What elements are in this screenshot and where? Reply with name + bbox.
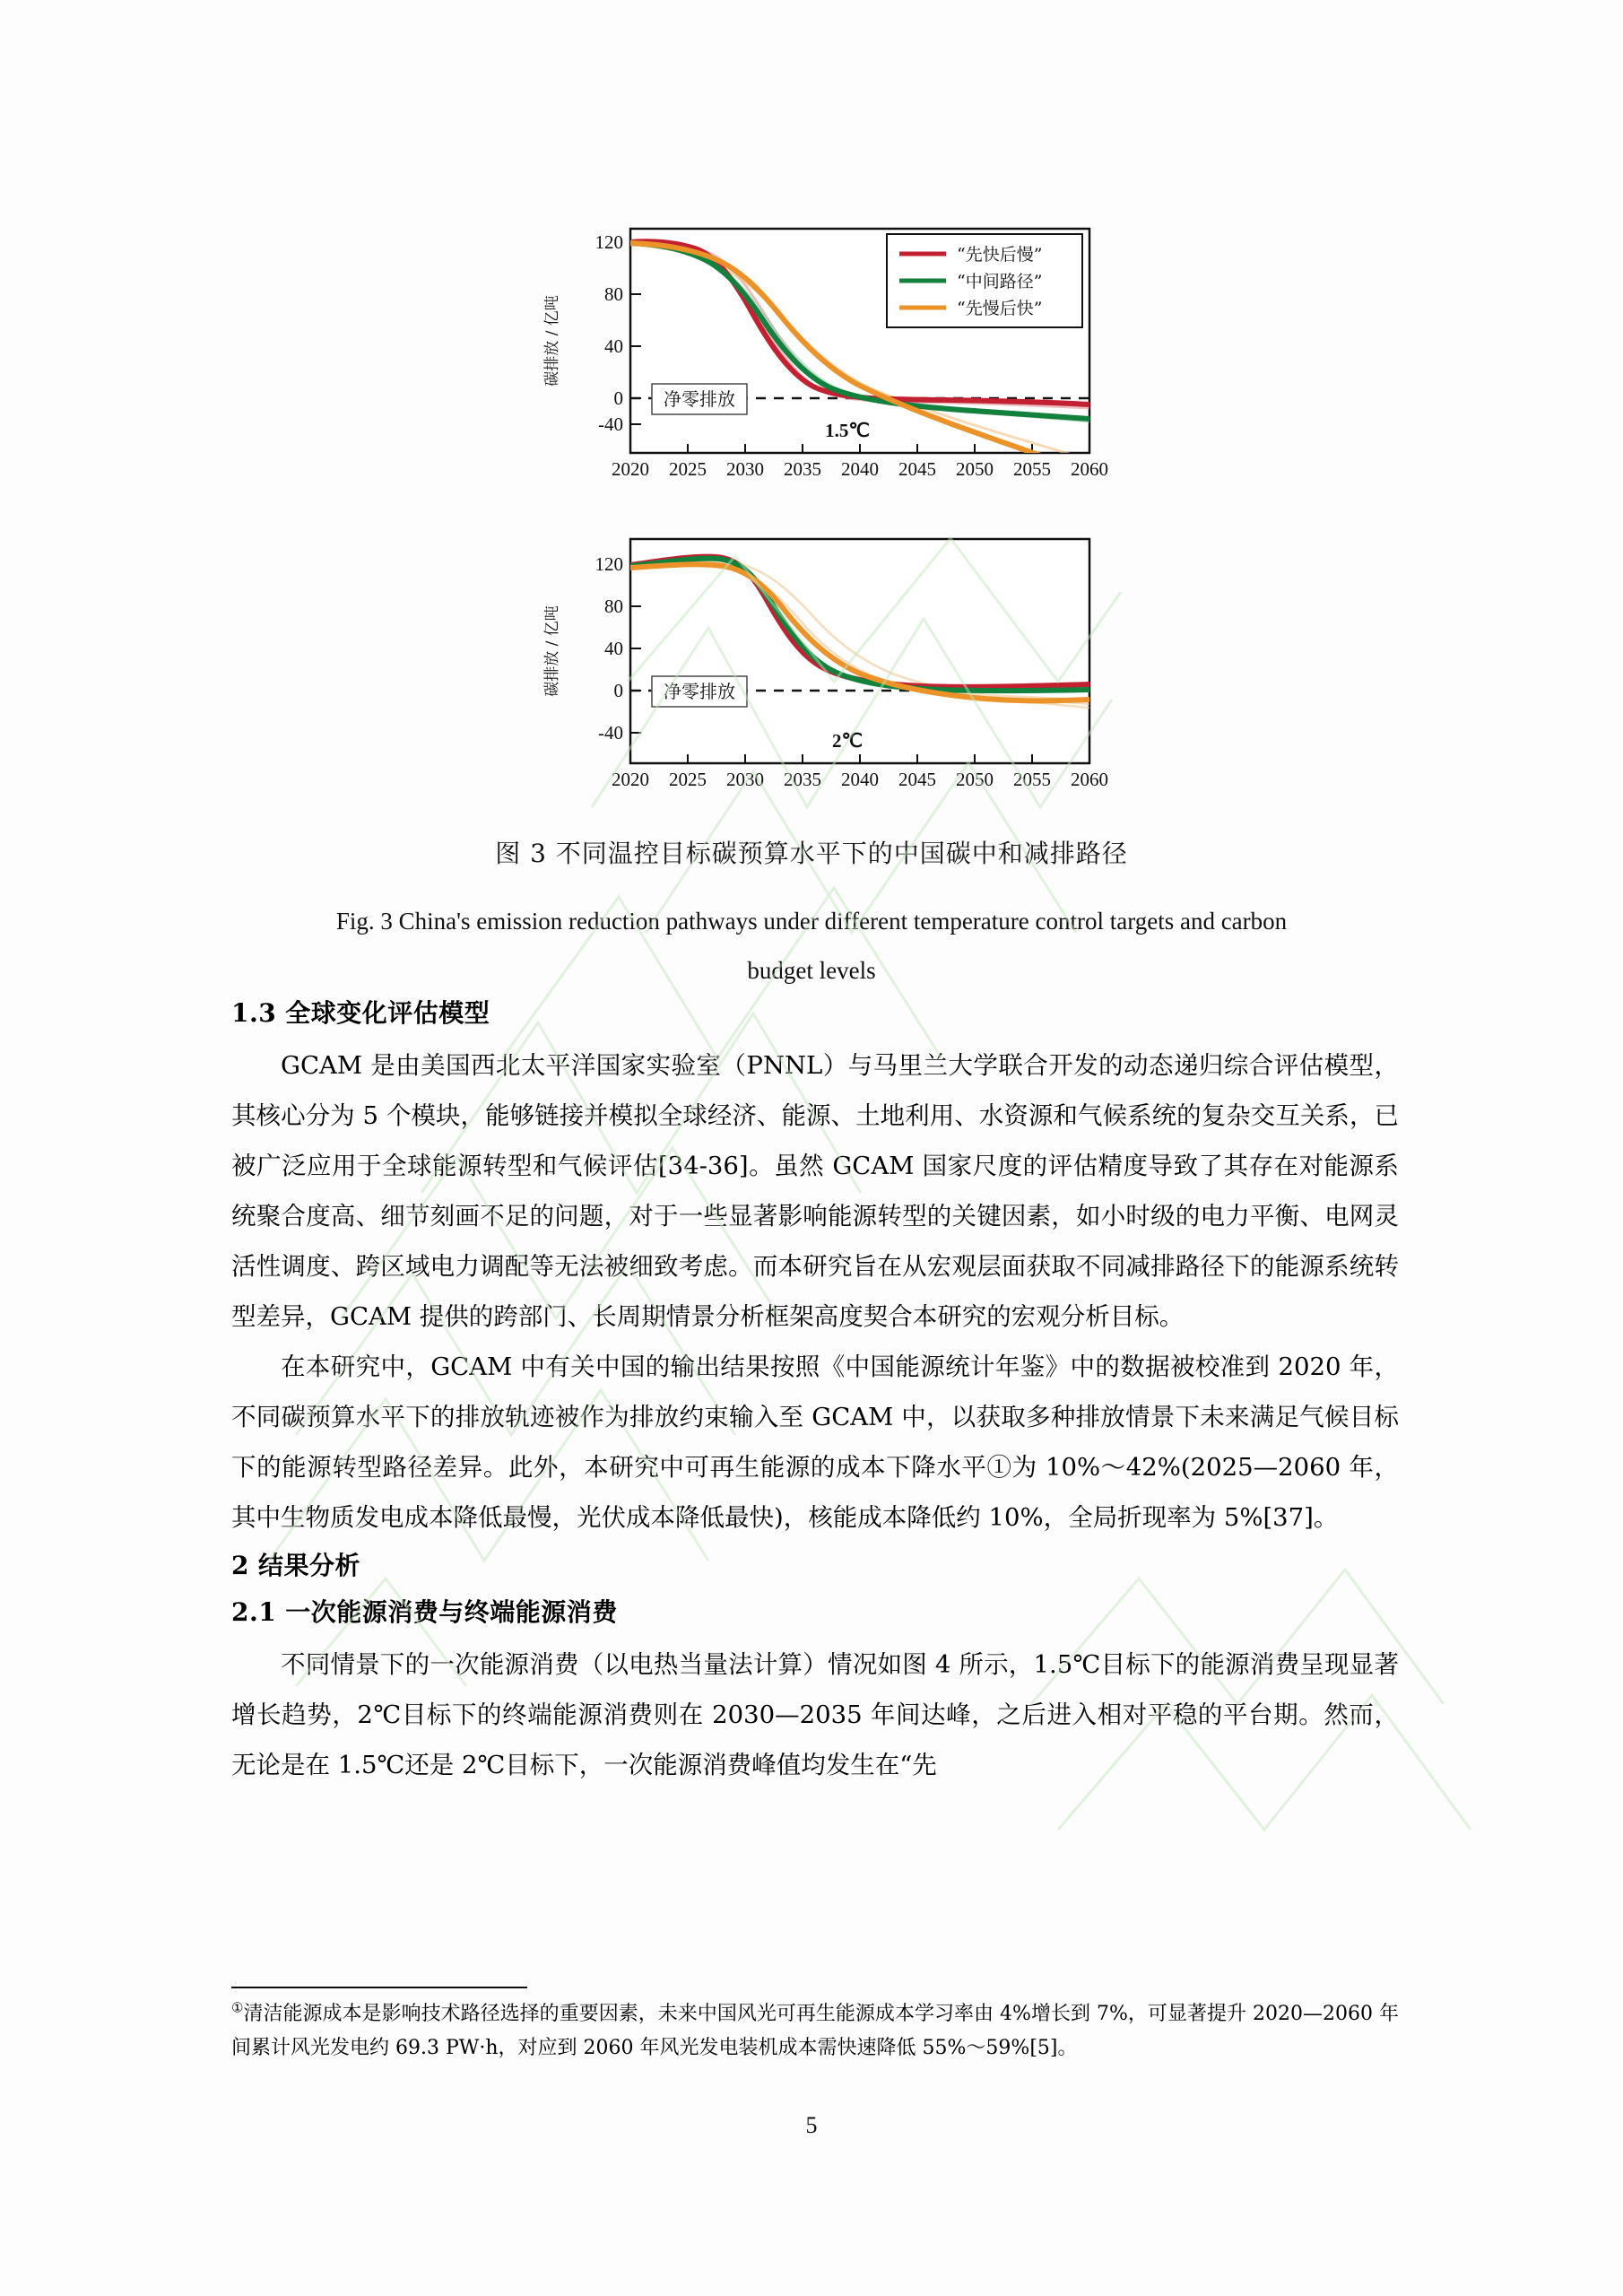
paragraph-gcam-calibration: 在本研究中，GCAM 中有关中国的输出结果按照《中国能源统计年鉴》中的数据被校准到 2020 年，不同碳预算水平下的排放轨迹被作为排放约束输入至 GCAM 中，以获取多种排放情景下未来满足气候目标下的能源转型路径差异。此外，本研究中可再生能源的成本下降水平①为 10%～42%(2025—2060 年，其中生物质发电成本降低最慢，光伏成本降低最快)，核能成本降低约 10%，全局折现率为 5%[37]。 — [231, 1352, 1399, 1532]
figure-3 — [525, 202, 1116, 828]
svg-text:净零排放: 净零排放 — [664, 388, 735, 410]
svg-text:80: 80 — [604, 283, 623, 305]
y-tick-labels-2c — [595, 553, 624, 744]
heading-1-3-title: 全球变化评估模型 — [285, 998, 490, 1028]
net-zero-annotation — [652, 384, 747, 414]
svg-text:2040: 2040 — [841, 769, 879, 790]
svg-text:2055: 2055 — [1013, 769, 1051, 790]
svg-text:-40: -40 — [598, 722, 623, 744]
svg-text:2050: 2050 — [956, 458, 994, 480]
figure-caption-en — [229, 897, 1394, 996]
heading-2-1-number: 2.1 — [231, 1597, 277, 1627]
page-number: 5 — [805, 2112, 818, 2138]
svg-text:2060: 2060 — [1071, 769, 1108, 790]
svg-text:净零排放: 净零排放 — [664, 681, 735, 702]
heading-1-3-number: 1.3 — [231, 998, 277, 1028]
chart-panel-2c — [525, 523, 1116, 828]
chart-svg-1p5c — [525, 202, 1116, 534]
svg-text:2020: 2020 — [612, 769, 649, 790]
paragraph-primary-energy: 不同情景下的一次能源消费（以电热当量法计算）情况如图 4 所示，1.5℃目标下的能源消费呈现显著增长趋势，2℃目标下的终端能源消费则在 2030—2035 年间达峰，之后进入相对平稳的平台期。然而，无论是在 1.5℃还是 2℃目标下，一次能源消费峰值均发生在“先 — [231, 1650, 1399, 1779]
svg-text:0: 0 — [613, 680, 623, 701]
svg-text:2025: 2025 — [669, 769, 707, 790]
figure-caption-cn: 图 3 不同温控目标碳预算水平下的中国碳中和减排路径 — [495, 839, 1128, 868]
svg-text:-40: -40 — [598, 413, 623, 435]
svg-text:40: 40 — [604, 638, 623, 659]
legend-label-2: “先慢后快” — [957, 299, 1043, 318]
svg-text:2035: 2035 — [784, 458, 821, 480]
footnote-marker: ① — [231, 1999, 244, 2016]
footnote-text — [231, 1997, 1399, 2066]
figure-caption-en-line2: budget levels — [747, 957, 876, 984]
svg-text:80: 80 — [604, 596, 623, 617]
svg-text:120: 120 — [595, 553, 623, 575]
heading-2-title: 结果分析 — [257, 1551, 360, 1580]
heading-2-number: 2 — [231, 1551, 249, 1580]
footnote-body: 清洁能源成本是影响技术路径选择的重要因素，未来中国风光可再生能源成本学习率由 4%增长到 7%，可显著提升 2020—2060 年间累计风光发电约 69.3 PW·h，对应到 2060 年风光发电装机成本需快速降低 55%～59%[5]。 — [231, 2003, 1399, 2059]
svg-text:2045: 2045 — [898, 769, 936, 790]
y-axis-label-2c: 碳排放 / 亿吨 — [543, 605, 561, 697]
legend-label-1: “中间路径” — [957, 272, 1043, 291]
body-content — [231, 994, 1399, 1790]
svg-text:2060: 2060 — [1071, 458, 1108, 480]
footnote-rule — [231, 1987, 527, 1988]
svg-text:2020: 2020 — [612, 458, 649, 480]
svg-text:2030: 2030 — [726, 769, 764, 790]
paragraph-gcam-intro: GCAM 是由美国西北太平洋国家实验室（PNNL）与马里兰大学联合开发的动态递归综合评估模型，其核心分为 5 个模块，能够链接并模拟全球经济、能源、土地利用、水资源和气候系统的复杂交互关系，已被广泛应用于全球能源转型和气候评估[34-36]。虽然 GCAM 国家尺度的评估精度导致了其存在对能源系统聚合度高、细节刻画不足的问题，对于一些显著影响能源转型的关键因素，如小时级的电力平衡、电网灵活性调度、跨区域电力调配等无法被细致考虑。而本研究旨在从宏观层面获取不同减排路径下的能源系统转型差异，GCAM 提供的跨部门、长周期情景分析框架高度契合本研究的宏观分析目标。 — [231, 1051, 1399, 1331]
svg-text:2035: 2035 — [784, 769, 821, 790]
legend-label-0: “先快后慢” — [957, 245, 1043, 265]
x-tick-labels-2c — [612, 769, 1108, 790]
panel-label-1p5c: 1.5℃ — [825, 420, 870, 441]
chart-panel-1p5c — [525, 202, 1116, 534]
heading-2 — [231, 1546, 1399, 1582]
svg-text:2055: 2055 — [1013, 458, 1051, 480]
y-axis-label: 碳排放 / 亿吨 — [543, 295, 561, 387]
svg-text:120: 120 — [595, 231, 623, 253]
net-zero-annotation-2c — [652, 676, 747, 707]
heading-2-1 — [231, 1593, 1399, 1629]
svg-text:2045: 2045 — [898, 458, 936, 480]
heading-2-1-title: 一次能源消费与终端能源消费 — [285, 1597, 618, 1627]
figure-caption-en-line1: Fig. 3 China's emission reduction pathways under different temperature control targets and carbon — [335, 908, 1288, 935]
svg-text:2050: 2050 — [956, 769, 994, 790]
chart-svg-2c — [525, 523, 1116, 828]
svg-text:2025: 2025 — [669, 458, 707, 480]
footnote-block — [231, 1987, 1399, 2066]
heading-1-3 — [231, 994, 1399, 1030]
svg-text:40: 40 — [604, 335, 623, 357]
svg-text:0: 0 — [613, 387, 623, 409]
chart-legend — [887, 234, 1082, 327]
x-tick-labels — [612, 458, 1108, 480]
svg-text:2040: 2040 — [841, 458, 879, 480]
panel-label-2c: 2℃ — [831, 730, 864, 752]
svg-text:2030: 2030 — [726, 458, 764, 480]
y-tick-labels — [595, 231, 624, 435]
